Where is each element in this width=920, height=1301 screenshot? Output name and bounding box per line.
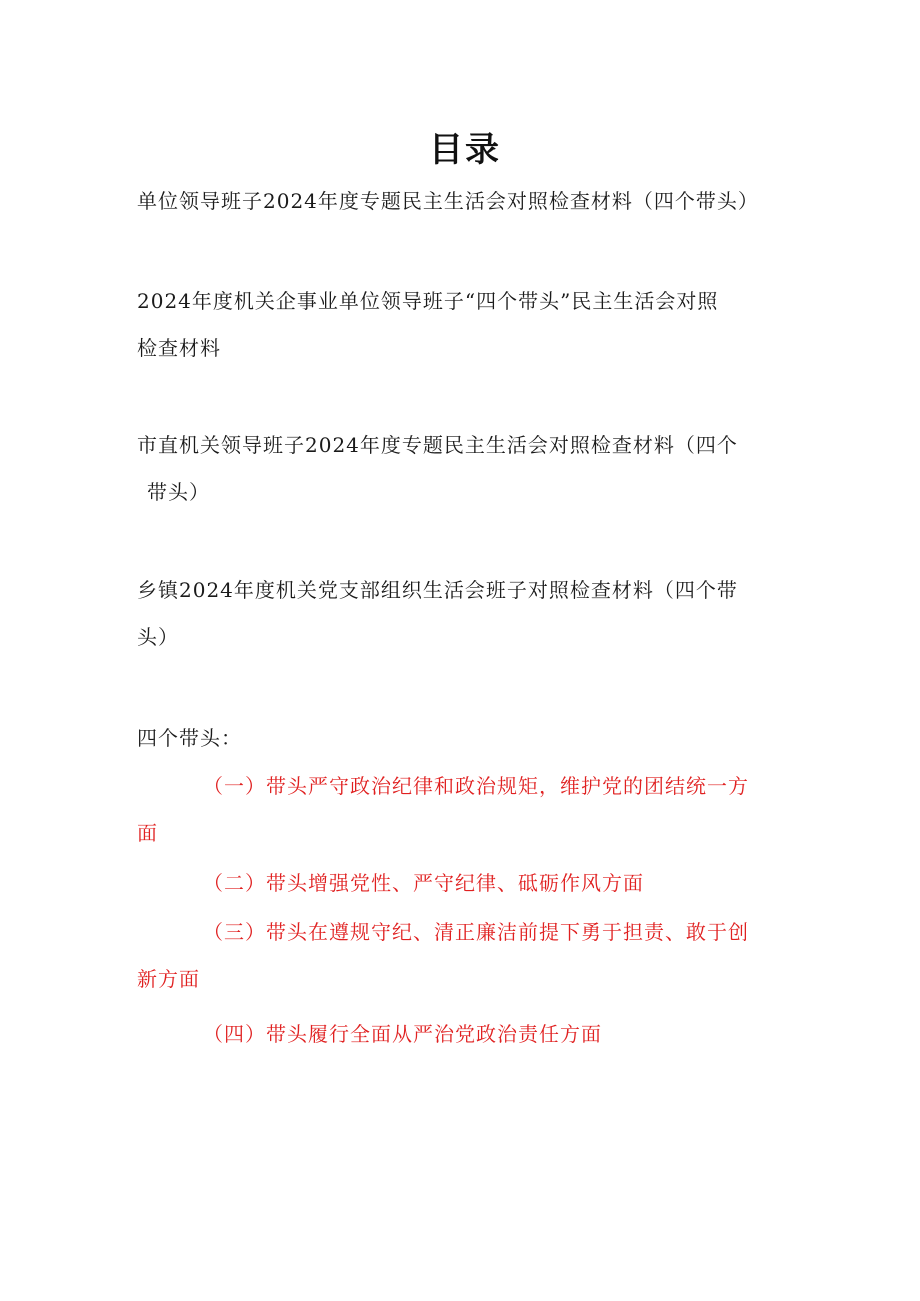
point-2-line-1: （二）带头增强党性、严守纪律、砥砺作风方面: [203, 871, 644, 895]
page-title: 目录: [429, 130, 501, 170]
toc-entry-4-line-1: 乡镇2024年度机关党支部组织生活会班子对照检查材料（四个带: [137, 578, 738, 602]
point-3-line-1: （三）带头在遵规守纪、清正廉洁前提下勇于担责、敢于创: [203, 920, 749, 944]
toc-entry-3[interactable]: [137, 422, 797, 516]
point-4: [137, 1011, 802, 1058]
toc-entry-1[interactable]: [137, 178, 797, 225]
toc-entry-2[interactable]: [137, 278, 797, 372]
section-label: 四个带头：: [137, 726, 242, 750]
point-1: [137, 763, 802, 857]
toc-entry-3-line-1: 市直机关领导班子2024年度专题民主生活会对照检查材料（四个: [137, 433, 738, 457]
point-3-line-2: 新方面: [137, 967, 200, 991]
point-2: [137, 860, 802, 907]
toc-entry-3-line-2: 带头）: [147, 480, 210, 504]
toc-entry-1-line-1: 单位领导班子2024年度专题民主生活会对照检查材料（四个带头）: [137, 189, 759, 213]
toc-entry-4-line-2: 头）: [137, 625, 179, 649]
point-1-line-2: 面: [137, 821, 158, 845]
point-4-line-1: （四）带头履行全面从严治党政治责任方面: [203, 1022, 602, 1046]
point-3: [137, 909, 802, 1003]
point-1-line-1: （一）带头严守政治纪律和政治规矩，维护党的团结统一方: [203, 774, 749, 798]
toc-entry-4[interactable]: [137, 567, 797, 661]
toc-entry-2-line-2: 检查材料: [137, 336, 221, 360]
toc-entry-2-line-1: 2024年度机关企事业单位领导班子“四个带头”民主生活会对照: [137, 289, 719, 313]
